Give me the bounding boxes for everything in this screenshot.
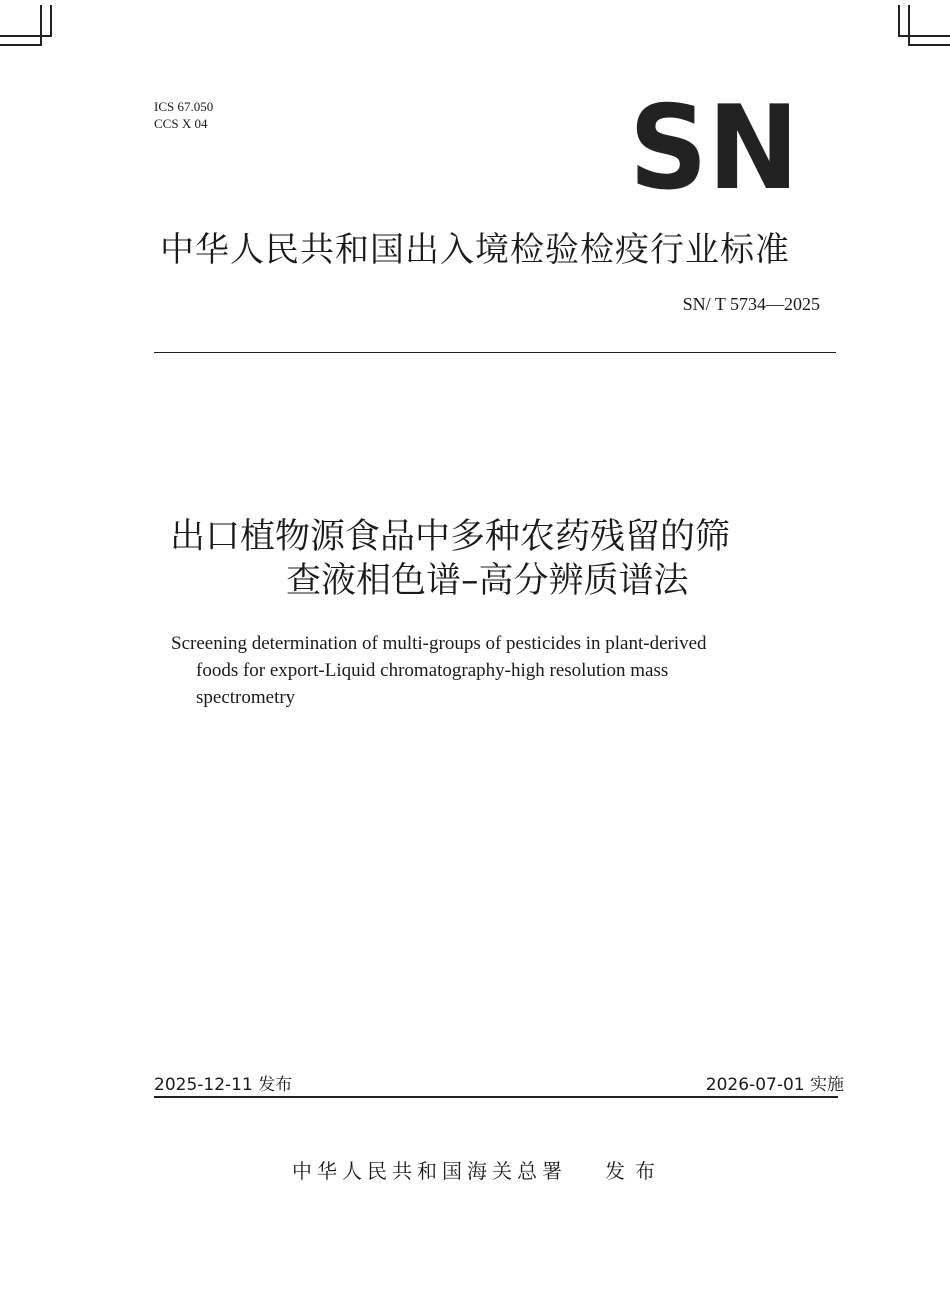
title-english (171, 630, 791, 711)
standard-number: SN/ T 5734—2025 (682, 294, 820, 314)
crop-mark-top-left-horizontal-2 (0, 44, 42, 46)
crop-mark-top-right-horizontal-2 (908, 44, 950, 46)
issue-date: 2025-12-11 发布 (154, 1075, 293, 1095)
crop-mark-top-right-vertical (898, 5, 900, 35)
crop-mark-top-left-vertical-2 (50, 5, 52, 35)
standard-authority: 中华人民共和国出入境检验检疫行业标准 (160, 230, 790, 270)
ics-code: ICS 67.050 (154, 99, 214, 114)
title-english-line-2: foods for export-Liquid chromatography-high resolution mass (196, 660, 669, 681)
title-english-line-3: spectrometry (196, 687, 296, 708)
dates-row (154, 1070, 844, 1096)
crop-mark-top-right-vertical-2 (908, 5, 910, 45)
title-chinese-line-1: 出口植物源食品中多种农药残留的筛 (170, 517, 731, 557)
top-divider (154, 352, 836, 353)
crop-mark-top-left-horizontal (0, 35, 52, 37)
ccs-code: CCS X 04 (154, 116, 208, 131)
title-english-line-1: Screening determination of multi-groups of pesticides in plant-derived (171, 633, 707, 654)
title-chinese (170, 515, 810, 603)
title-chinese-line-2: 查液相色谱–高分辨质谱法 (286, 561, 689, 601)
sn-logo (628, 100, 800, 196)
publisher-name: 中华人民共和国海关总署 (292, 1159, 567, 1183)
sn-logo-text: SN (629, 100, 799, 196)
publisher-action: 发布 (605, 1159, 665, 1183)
bottom-divider (154, 1096, 838, 1098)
crop-mark-top-left-vertical (40, 5, 42, 45)
publisher-line (292, 1155, 665, 1184)
implementation-date: 2026-07-01 实施 (705, 1075, 844, 1095)
crop-mark-top-right-horizontal (898, 35, 950, 37)
classification-codes (154, 98, 213, 132)
